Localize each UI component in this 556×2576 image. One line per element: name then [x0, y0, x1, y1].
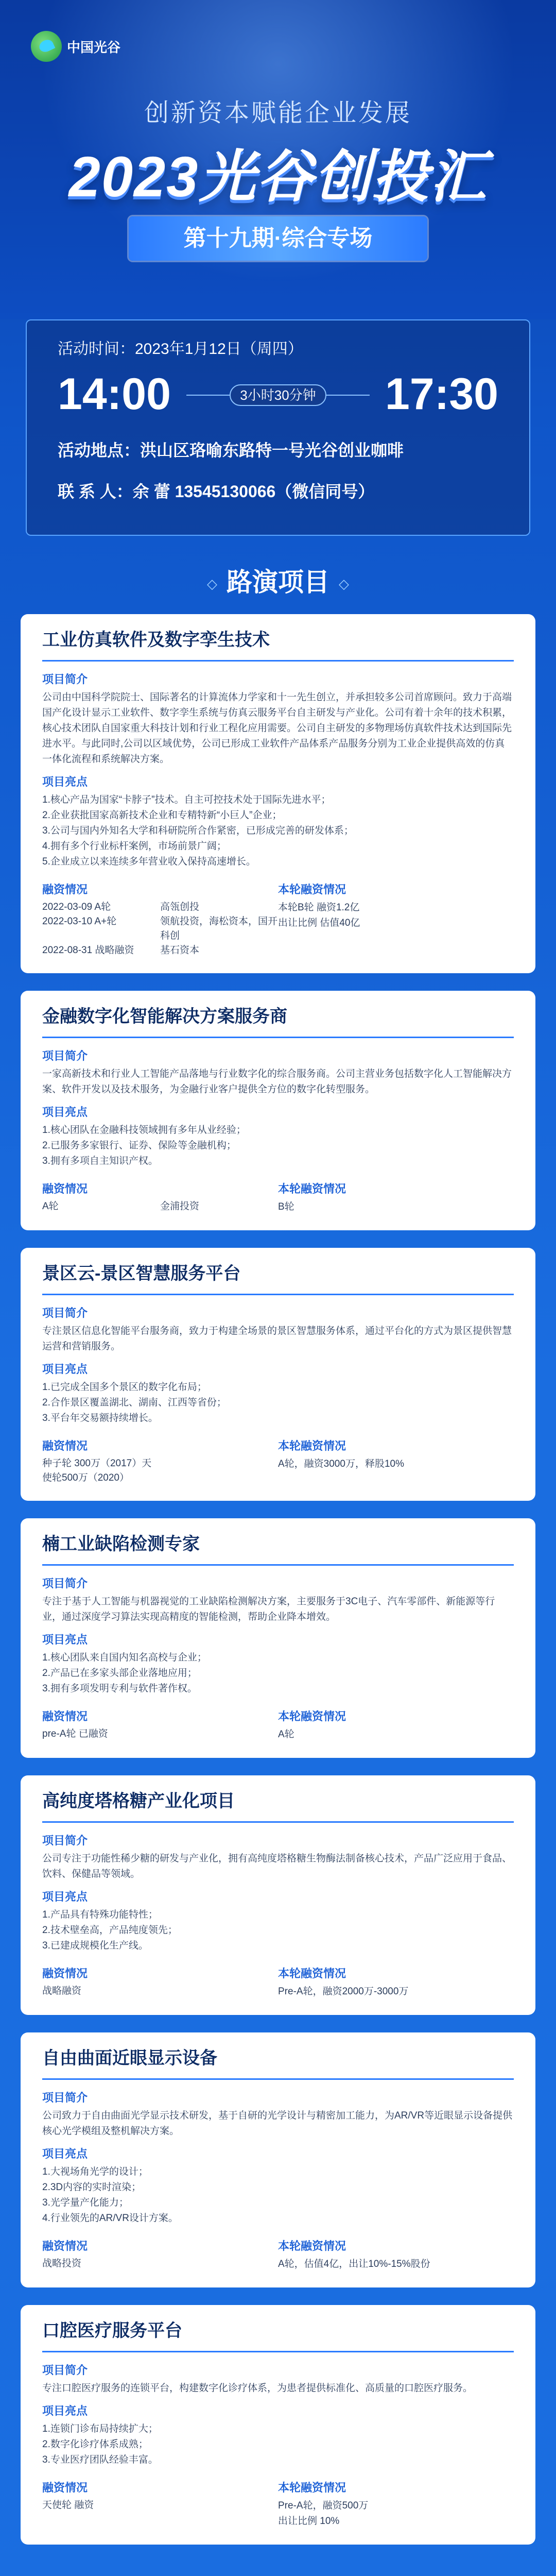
- plan-label: 本轮融资情况: [278, 1439, 346, 1452]
- financing-columns: [42, 2231, 514, 2272]
- financing-columns: [42, 1174, 514, 1215]
- history-label: 融资情况: [42, 1710, 88, 1723]
- plan-column: [278, 1174, 514, 1215]
- event-date: 活动时间：2023年1月12日（周四）: [58, 341, 303, 358]
- highlights-label: 项目亮点: [42, 1890, 88, 1903]
- history-round: 2022-03-10 A+轮: [42, 916, 117, 927]
- plan-column: [278, 1702, 514, 1742]
- plan-value: Pre-A轮，融资500万 出让比例 10%: [278, 2500, 369, 2527]
- history-investor: 高瓴创投: [160, 902, 200, 912]
- project-highlights: 1.产品具有特殊功能特性； 2.技术壁垒高，产品纯度领先； 3.已建成规模化生产线。: [42, 1909, 178, 1951]
- project-card: [21, 614, 535, 973]
- financing-columns: [42, 1959, 514, 1999]
- history-label: 融资情况: [42, 2481, 88, 2494]
- history-column: [42, 2231, 278, 2272]
- project-title: 口腔医疗服务平台: [42, 2316, 514, 2352]
- plan-column: [278, 2473, 514, 2529]
- intro-label: 项目简介: [42, 673, 88, 686]
- project-card: [21, 2032, 535, 2287]
- project-card: [21, 1518, 535, 1758]
- financing-columns: [42, 2473, 514, 2529]
- project-intro: 专注口腔医疗服务的连锁平台，构建数字化诊疗体系，为患者提供标准化、高质量的口腔医疗服务。: [42, 2383, 473, 2394]
- end-time: 17:30: [385, 369, 498, 419]
- project-highlights: 1.大视场角光学的设计； 2.3D内容的实时渲染； 3.光学量产化能力； 4.行业领先的AR/VR设计方案。: [42, 2166, 178, 2224]
- history-round: pre-A轮 已融资: [42, 1728, 108, 1739]
- financing-columns: [42, 875, 514, 958]
- project-intro: 专注于基于人工智能与机器视觉的工业缺陷检测解决方案，主要服务于3C电子、汽车零部件、新能源等行业，通过深度学习算法实现高精度的智能检测，帮助企业降本增效。: [42, 1596, 495, 1622]
- highlights-label: 项目亮点: [42, 2404, 88, 2417]
- logo-text: 中国光谷: [67, 39, 121, 55]
- project-intro: 公司由中国科学院院士、国际著名的计算流体力学家和十一先生创立，并承担较多公司首席顾问。致力于高端国产化设计显示工业软件、数字孪生系统与仿真云服务平台自主研发与产业化。公司有着十余年的技术积累，核心技术团队自国家重大科技计划和行业工程化应用需要。公司自主研发的多物理场仿真软件技术达到国际先进水平。与此同时,公司以区域优势，公司已形成工业软件产品体系产品服务分别为工业企业提供高效的仿真一体化流程和系统解决方案。: [42, 692, 512, 765]
- session-badge: 第十九期·综合专场: [129, 216, 427, 261]
- hero-title: 2023光谷创投汇: [68, 145, 488, 209]
- financing-columns: [42, 1431, 514, 1485]
- history-label: 融资情况: [42, 883, 88, 896]
- history-column: [42, 1702, 278, 1742]
- history-row: [42, 943, 278, 958]
- history-round: 2022-08-31 战略融资: [42, 945, 134, 956]
- history-investor: 基石资本: [160, 945, 200, 956]
- footer: [0, 2562, 556, 2576]
- optics-valley-logo-icon: [31, 31, 62, 62]
- history-column: [42, 1959, 278, 1999]
- history-column: [42, 1174, 278, 1215]
- intro-label: 项目简介: [42, 1834, 88, 1847]
- plan-value: A轮，融资3000万，释股10%: [278, 1459, 404, 1469]
- history-label: 融资情况: [42, 1967, 88, 1980]
- history-row: [42, 1727, 278, 1741]
- project-title: 景区云-景区智慧服务平台: [42, 1259, 514, 1295]
- highlights-label: 项目亮点: [42, 1363, 88, 1376]
- intro-label: 项目简介: [42, 1577, 88, 1590]
- plan-column: [278, 875, 514, 958]
- logo: [31, 31, 120, 62]
- history-round: 种子轮 300万（2017）天使轮500万（2020）: [42, 1458, 152, 1483]
- history-column: [42, 1431, 278, 1485]
- plan-label: 本轮融资情况: [278, 2481, 346, 2494]
- history-label: 融资情况: [42, 2240, 88, 2252]
- project-highlights: 1.已完成全国多个景区的数字化布局； 2.合作景区覆盖湖北、湖南、江西等省份； 3.平台年交易额持续增长。: [42, 1382, 227, 1423]
- plan-value: A轮，估值4亿，出让10%-15%股份: [278, 2259, 430, 2269]
- plan-label: 本轮融资情况: [278, 2240, 346, 2252]
- history-row: [42, 1456, 278, 1485]
- history-round: 战略融资: [42, 1986, 82, 1996]
- history-investor: [160, 2257, 278, 2271]
- history-investor: 领航投资，海松资本，国开科创: [160, 916, 278, 941]
- history-round: 2022-03-09 A轮: [42, 902, 111, 912]
- intro-label: 项目简介: [42, 2364, 88, 2377]
- event-times: [58, 369, 498, 420]
- plan-value: 本轮B轮 融资1.2亿 出让比例 估值40亿: [278, 902, 360, 928]
- project-intro: 专注景区信息化智能平台服务商，致力于构建全场景的景区智慧服务体系，通过平台化的方式为景区提供智慧运营和营销服务。: [42, 1326, 512, 1352]
- highlights-label: 项目亮点: [42, 775, 88, 788]
- highlights-label: 项目亮点: [42, 1633, 88, 1646]
- plan-label: 本轮融资情况: [278, 883, 346, 896]
- history-row: [42, 2257, 278, 2271]
- plan-value: B轮: [278, 1201, 294, 1212]
- history-round: 天使轮 融资: [42, 2500, 94, 2511]
- duration: [186, 385, 370, 404]
- financing-columns: [42, 1702, 514, 1742]
- project-title: 高纯度塔格糖产业化项目: [42, 1787, 514, 1823]
- plan-value: Pre-A轮，融资2000万-3000万: [278, 1986, 409, 1997]
- history-investor: [160, 1727, 278, 1741]
- history-row: [42, 1199, 278, 1214]
- highlights-label: 项目亮点: [42, 1106, 88, 1118]
- project-title: 工业仿真软件及数字孪生技术: [42, 625, 514, 662]
- event-location: 活动地点：洪山区珞喻东路特一号光谷创业咖啡: [58, 441, 404, 460]
- project-title: 自由曲面近眼显示设备: [42, 2044, 514, 2080]
- plan-label: 本轮融资情况: [278, 1967, 346, 1980]
- intro-label: 项目简介: [42, 2091, 88, 2104]
- history-round: 战略投资: [42, 2258, 82, 2269]
- hero-banner: [0, 0, 556, 319]
- project-intro: 公司专注于功能性稀少糖的研发与产业化，拥有高纯度塔格糖生物酶法制备核心技术，产品广泛应用于食品、饮料、保健品等领域。: [42, 1853, 512, 1879]
- history-row: [42, 1984, 278, 1998]
- project-list: [0, 614, 556, 2545]
- event-info-box: [26, 319, 530, 536]
- project-highlights: 1.核心产品为国家“卡脖子”技术。自主可控技术处于国际先进水平； 2.企业获批国家高新技术企业和专精特新“小巨人”企业； 3.公司与国内外知名大学和科研院所合作紧密，已形成完善的研发体系； 4.拥有多个行业标杆案例，市场前景广阔； 5.企业成立以来连续多年营业收入保持高速增长。: [42, 794, 354, 867]
- plan-column: [278, 2231, 514, 2272]
- project-intro: 一家高新技术和行业人工智能产品落地与行业数字化的综合服务商。公司主营业务包括数字化人工智能解决方案、软件开发以及技术服务，为金融行业客户提供全方位的数字化转型服务。: [42, 1069, 512, 1095]
- highlights-label: 项目亮点: [42, 2147, 88, 2160]
- project-title: 楠工业缺陷检测专家: [42, 1530, 514, 1566]
- history-column: [42, 875, 278, 958]
- event-contact: 联 系 人：余 蕾 13545130066（微信同号）: [58, 482, 375, 501]
- history-label: 融资情况: [42, 1182, 88, 1195]
- history-round: A轮: [42, 1201, 59, 1212]
- project-highlights: 1.核心团队来自国内知名高校与企业； 2.产品已在多家头部企业落地应用； 3.拥有多项发明专利与软件著作权。: [42, 1652, 207, 1694]
- project-card: [21, 991, 535, 1230]
- history-investor: [160, 2498, 278, 2513]
- project-card: [21, 1775, 535, 2015]
- intro-label: 项目简介: [42, 1307, 88, 1319]
- hero-slogan: 创新资本赋能企业发展: [144, 99, 412, 127]
- history-label: 融资情况: [42, 1439, 88, 1452]
- plan-column: [278, 1431, 514, 1485]
- history-investor: [160, 1456, 278, 1485]
- history-row: [42, 2498, 278, 2513]
- plan-value: A轮: [278, 1729, 294, 1740]
- project-title: 金融数字化智能解决方案服务商: [42, 1002, 514, 1038]
- history-row: [42, 900, 278, 914]
- history-row: [42, 914, 278, 943]
- project-intro: 公司致力于自由曲面光学显示技术研发，基于自研的光学设计与精密加工能力，为AR/VR等近眼显示设备提供核心光学模组及整机解决方案。: [42, 2110, 513, 2137]
- project-highlights: 1.核心团队在金融科技领域拥有多年从业经验； 2.已服务多家银行、证券、保险等金融机构； 3.拥有多项自主知识产权。: [42, 1125, 246, 1166]
- intro-label: 项目简介: [42, 1049, 88, 1062]
- start-time: 14:00: [58, 369, 171, 419]
- plan-label: 本轮融资情况: [278, 1710, 346, 1723]
- history-investor: [160, 1984, 278, 1998]
- project-card: [21, 1248, 535, 1501]
- history-column: [42, 2473, 278, 2529]
- roadshow-heading: ◇ 路演项目 ◇: [0, 562, 556, 599]
- project-highlights: 1.连锁门诊布局持续扩大； 2.数字化诊疗体系成熟； 3.专业医疗团队经验丰富。: [42, 2424, 158, 2465]
- history-investor: 金浦投资: [160, 1201, 200, 1212]
- project-card: [21, 2305, 535, 2545]
- plan-column: [278, 1959, 514, 1999]
- duration-label: 3小时30分钟: [230, 384, 326, 406]
- plan-label: 本轮融资情况: [278, 1182, 346, 1195]
